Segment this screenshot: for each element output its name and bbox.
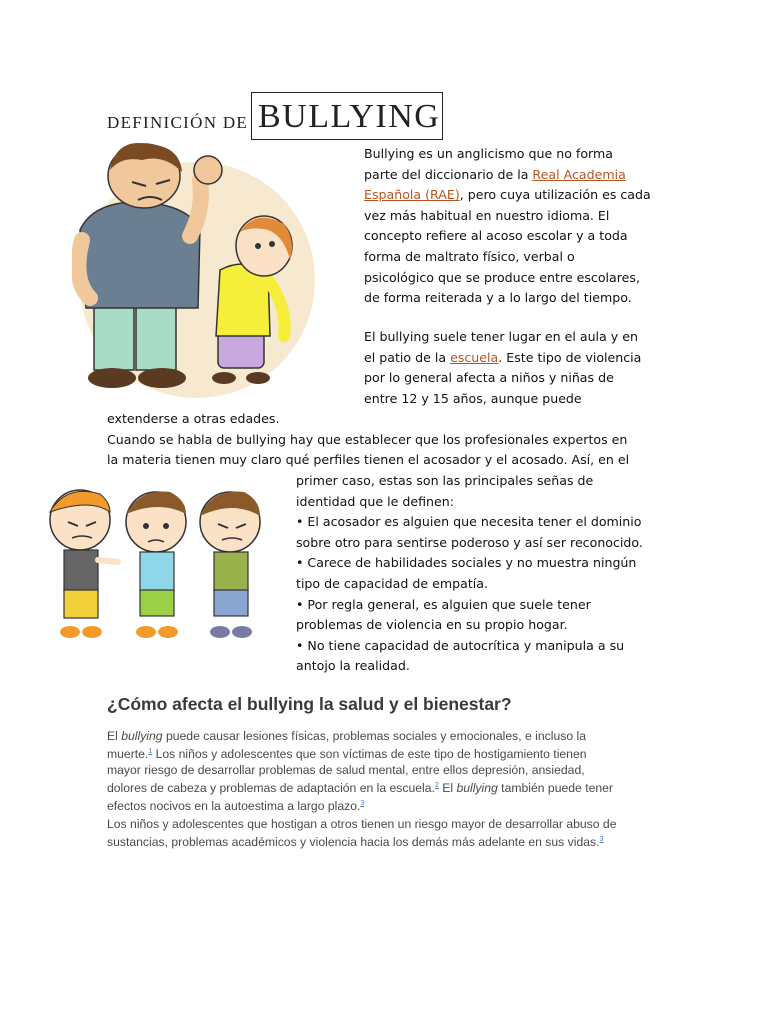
para2-line-9: identidad que le definen: bbox=[296, 493, 454, 509]
para2-line-3: por lo general afecta a niños y niñas de bbox=[364, 370, 614, 386]
para2-line-8: primer caso, estas son las principales señas de bbox=[296, 473, 594, 488]
para2-line-7: la materia tienen muy claro qué perfiles tienen el acosador y el acosado. Así, en el bbox=[107, 452, 630, 468]
title-bullying-box: BULLYING bbox=[251, 92, 443, 140]
s1-line-2: muerte.$^1$ Los niños y adolescentes que son víctimas de este tipo de hostigamiento tienen bbox=[107, 747, 587, 762]
s1-line-1: El bullying puede causar lesiones físicas, problemas sociales y emocionales, e incluso la bbox=[107, 729, 586, 743]
footnote-3-link[interactable]: 3 bbox=[360, 800, 365, 808]
intro-line-4: vez más habitual en nuestro idioma. El bbox=[364, 207, 610, 223]
footnote-2-link[interactable]: 2 bbox=[434, 782, 439, 790]
s2-line-2: sustancias, problemas académicos y violencia hacia los demás más adelante en sus vidas.$^3$ bbox=[107, 835, 604, 850]
para2-line-1: El bullying suele tener lugar en el aula y en bbox=[364, 329, 638, 344]
para2-full bbox=[107, 409, 629, 471]
section-heading: ¿Cómo afecta el bullying la salud y el bienestar? bbox=[107, 694, 512, 714]
bullet-2-line-1: • Carece de habilidades sociales y no muestra ningún bbox=[296, 555, 637, 571]
intro-line-6: forma de maltrato físico, verbal o bbox=[364, 248, 575, 264]
para2-line-5: extenderse a otras edades. bbox=[107, 411, 280, 426]
intro-line-3: Española (RAE), pero cuya utilización es cada bbox=[364, 187, 651, 203]
profile-list bbox=[296, 471, 643, 677]
para2-top bbox=[364, 327, 641, 409]
bullet-2-line-2: tipo de capacidad de empatía. bbox=[296, 575, 488, 591]
intro-line-2: parte del diccionario de la Real Academia bbox=[364, 166, 626, 182]
rae-link-cont[interactable]: Española (RAE) bbox=[364, 187, 460, 203]
footnote-3b-link[interactable]: 3 bbox=[599, 836, 604, 843]
intro-line-8: de forma reiterada y a lo largo del tiempo. bbox=[364, 290, 632, 306]
bullet-1-line-2: sobre otro para sentirse poderoso y así ser reconocido. bbox=[296, 534, 643, 550]
footnote-1-link[interactable]: 1 bbox=[148, 748, 153, 755]
para2-line-6: Cuando se habla de bullying hay que establecer que los profesionales expertos en bbox=[107, 431, 628, 447]
bully-illustration bbox=[72, 140, 334, 402]
escuela-link[interactable]: escuela bbox=[450, 349, 499, 365]
para2-line-4: entre 12 y 15 años, aunque puede bbox=[364, 390, 582, 406]
intro-line-7: psicológico que se produce entre escolares, bbox=[364, 269, 640, 285]
bullet-3-line-1: • Por regla general, es alguien que suele tener bbox=[296, 596, 591, 612]
s2-line-1: Los niños y adolescentes que hostigan a otros tienen un riesgo mayor de desarrollar abuso de bbox=[107, 817, 617, 831]
para2-line-2: el patio de la escuela. Este tipo de violencia bbox=[364, 349, 642, 365]
s1-line-4: dolores de cabeza y problemas de adaptación en la escuela.$^2$ El bullying también puede tener bbox=[107, 781, 613, 796]
intro-paragraph bbox=[364, 144, 651, 309]
section-paragraph-1 bbox=[107, 728, 613, 814]
section-paragraph-2 bbox=[107, 816, 617, 850]
bullet-4-line-2: antojo la realidad. bbox=[296, 658, 410, 674]
bullet-1-line-1: • El acosador es alguien que necesita tener el dominio bbox=[296, 514, 642, 530]
rae-link[interactable]: Real Academia bbox=[532, 166, 626, 182]
bullet-4-line-1: • No tiene capacidad de autocrítica y manipula a su bbox=[296, 637, 625, 653]
three-kids-illustration bbox=[30, 482, 280, 652]
s1-line-3: mayor riesgo de desarrollar problemas de salud mental, entre ellos depresión, ansiedad, bbox=[107, 763, 585, 778]
title-prefix: DEFINICIÓN DE bbox=[107, 113, 249, 132]
s1-line-5: efectos nocivos en la autoestima a largo plazo.$^3$ bbox=[107, 799, 365, 814]
intro-line-5: concepto refiere al acoso escolar y a toda bbox=[364, 228, 628, 244]
bullet-3-line-2: problemas de violencia en su propio hogar. bbox=[296, 617, 568, 633]
intro-line-1: Bullying es un anglicismo que no forma bbox=[364, 146, 613, 161]
